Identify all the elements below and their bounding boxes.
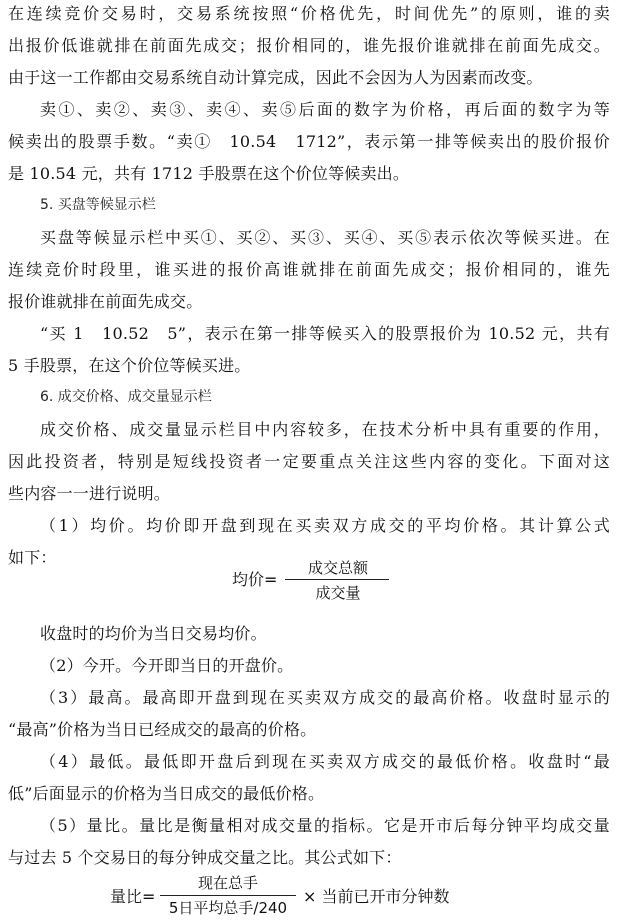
formula-denominator: 成交量 [315, 584, 361, 602]
section-heading: 6. 成交价格、成交量显示栏 [40, 389, 212, 405]
text-line: 报价谁就排在前面先成交。 [8, 292, 203, 311]
text-line: 由于这一工作都由交易系统自动计算完成，因此不会因为人为因素而改变。 [8, 68, 543, 87]
text-line: 5 手股票，在这个价位等候买进。 [8, 356, 251, 375]
text-line: 是 10.54 元，共有 1712 手股票在这个价位等候卖出。 [8, 164, 410, 183]
formula-lhs: 量比= [110, 887, 156, 906]
text-line: （2）今开。今开即当日的开盘价。 [40, 656, 294, 675]
text-line: 些内容一一进行说明。 [8, 484, 171, 503]
formula-denominator: 5日平均总手/240 [168, 899, 288, 917]
text-line: 买盘等候显示栏中买①、买②、买③、买④、买⑤表示依次等候买进。在 [40, 228, 610, 247]
text-line: “最高”价格为当日已经成交的最高的价格。 [8, 720, 317, 739]
fraction-bar [285, 579, 389, 580]
text-line: 在连续竞价交易时，交易系统按照“价格优先，时间优先”的原则，谁的卖 [8, 4, 610, 23]
text-line: （1）均价。均价即开盘到现在买卖双方成交的平均价格。其计算公式 [40, 516, 610, 535]
text-line: （3）最高。最高即开盘到现在买卖双方成交的最高价格。收盘时显示的 [40, 688, 610, 707]
text-line: 成交价格、成交量显示栏目中内容较多，在技术分析中具有重要的作用， [40, 420, 610, 439]
text-line: 如下： [8, 548, 57, 567]
text-line: 因此投资者，特别是短线投资者一定要重点关注这些内容的变化。下面对这 [8, 452, 610, 471]
text-line: （5）量比。量比是衡量相对成交量的指标。它是开市后每分钟平均成交量 [40, 816, 610, 835]
text-line: 连续竞价时段里，谁买进的报价高谁就排在前面先成交；报价相同的，谁先 [8, 260, 610, 279]
text-line: 卖①、卖②、卖③、卖④、卖⑤后面的数字为价格，再后面的数字为等 [40, 100, 610, 119]
formula-lhs: 均价= [232, 570, 278, 589]
text-line: 与过去 5 个交易日的每分钟成交量之比。其公式如下： [8, 848, 402, 867]
text-line: “买 1 10.52 5”，表示在第一排等候买入的股票报价为 10.52 元，共有 [40, 324, 610, 343]
text-line: 候卖出的股票手数。“卖① 10.54 1712”，表示第一排等候卖出的股价报价 [8, 132, 610, 151]
text-line: （4）最低。最低即开盘后到现在买卖双方成交的最低价格。收盘时“最 [40, 752, 610, 771]
formula-numerator: 成交总额 [307, 559, 368, 577]
text-line: 出报价低谁就排在前面先成交；报价相同的，谁先报价谁就排在前面先成交。 [8, 36, 610, 55]
formula-numerator: 现在总手 [197, 874, 258, 892]
fraction-bar [160, 895, 296, 896]
section-heading: 5. 买盘等候显示栏 [40, 197, 156, 213]
text-line: 收盘时的均价为当日交易均价。 [40, 624, 267, 643]
formula-suffix: × 当前已开市分钟数 [303, 887, 450, 906]
text-line: 低”后面显示的价格为当日成交的最低价格。 [8, 784, 325, 803]
